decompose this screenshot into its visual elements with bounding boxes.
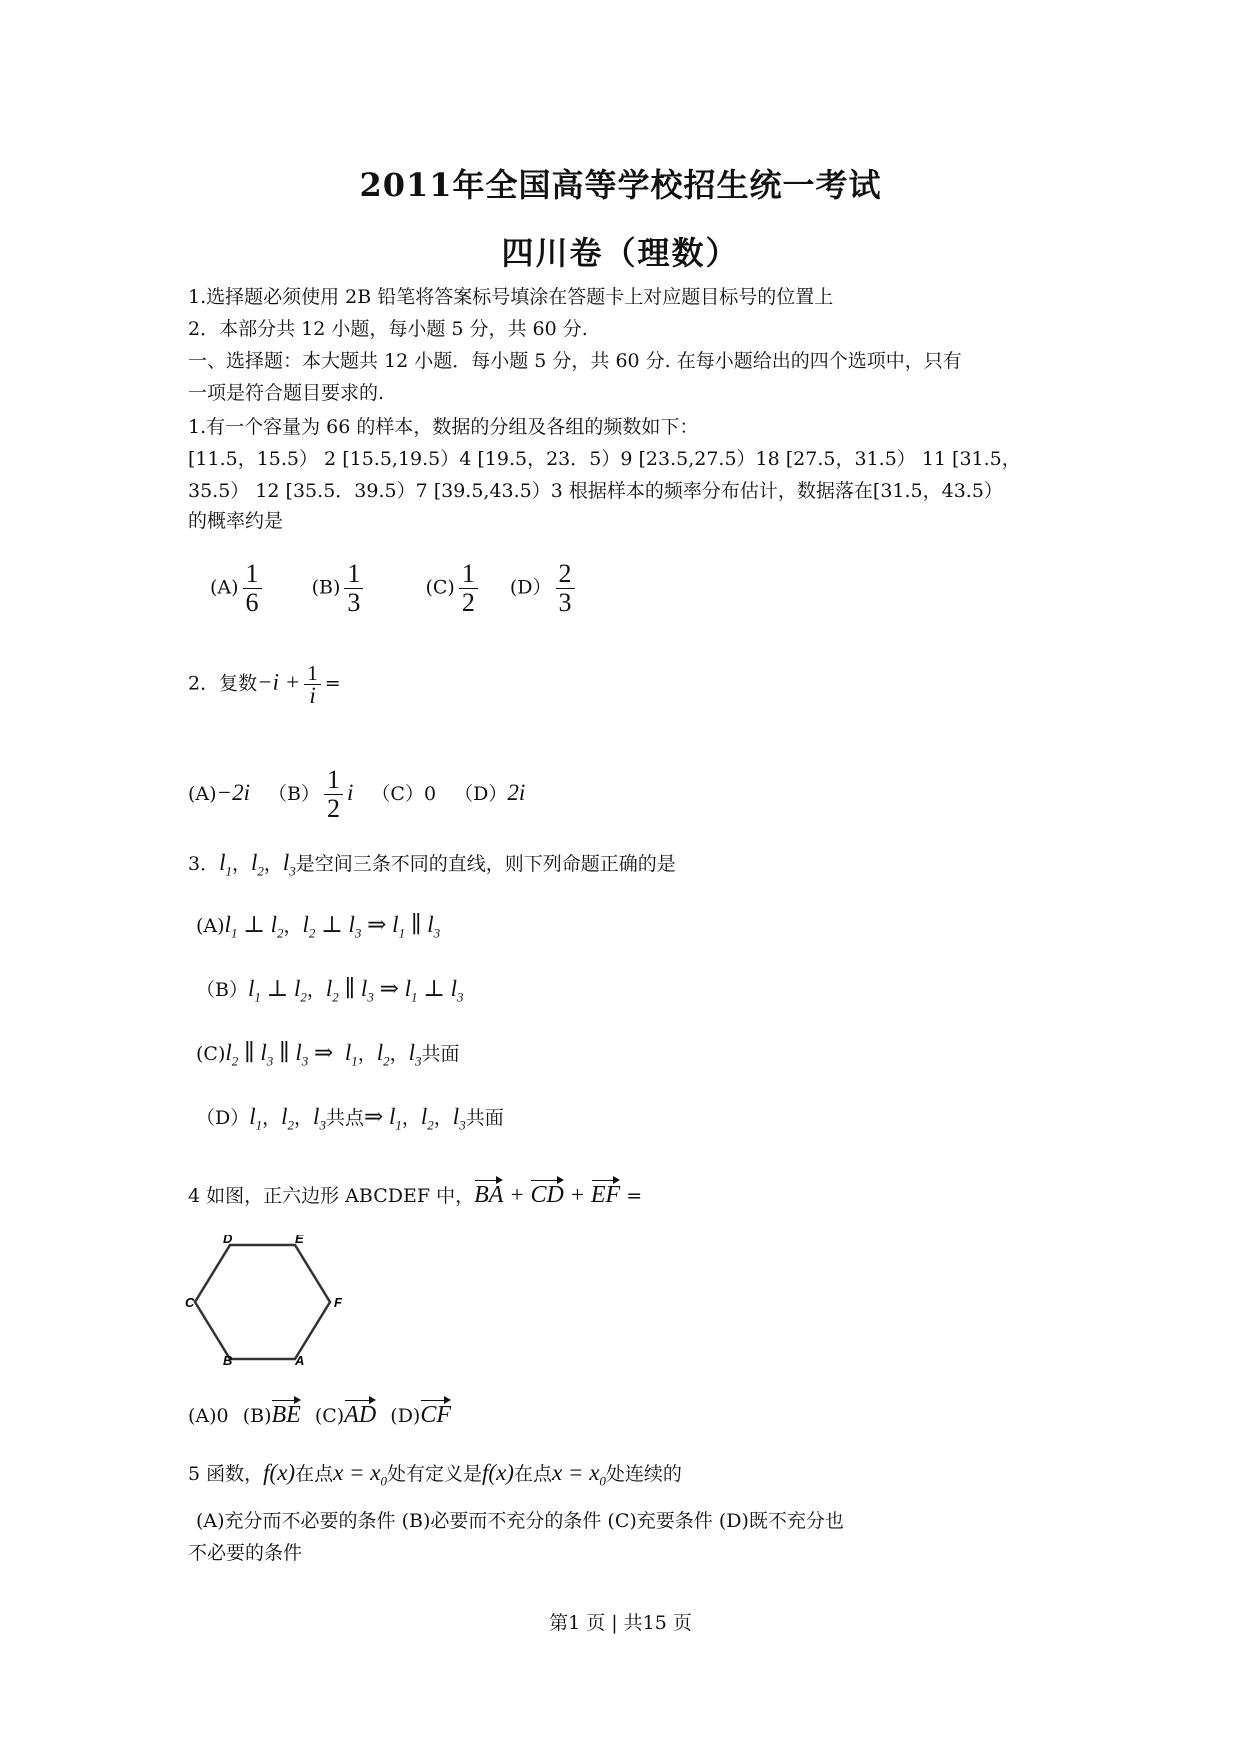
q1-option-b: (B) $\frac{1}{3}$: [312, 560, 368, 617]
q4-option-a: (A)0: [188, 1405, 229, 1427]
q1-line-2: [11.5，15.5） 2 [15.5,19.5）4 [19.5，23．5）9 [23.5,27.5）18 [27.5，31.5） 11 [31.5，: [188, 448, 1021, 470]
hexagon-figure: [185, 1235, 355, 1365]
exam-subtitle: 四川卷（理数）: [501, 234, 740, 272]
q5-options-line-1: (A)充分而不必要的条件 (B)必要而不充分的条件 (C)充要条件 (D)既不充分也: [196, 1510, 844, 1532]
q3-stem: 3．$l_1$，$l_2$，$l_3$是空间三条不同的直线，则下列命题正确的是: [188, 850, 676, 879]
q2-option-c: （C）0: [371, 782, 437, 805]
q3-option-b: $(B)l_1$ ⊥ $l_2$，$l_2$ ∥ $l_3$ ⇒ $l_1$ ⊥ $l_3$: [196, 976, 464, 1005]
hex-label-c: C: [185, 1295, 195, 1310]
hex-label-f: F: [334, 1295, 342, 1310]
note-2: 2．本部分共 12 小题，每小题 5 分，共 60 分.: [188, 318, 588, 340]
hex-label-e: E: [295, 1235, 304, 1246]
q1-line-1: 1.有一个容量为 66 的样本，数据的分组及各组的频数如下：: [188, 416, 699, 438]
hex-label-a: A: [295, 1353, 305, 1365]
q3-option-a: $(A)l_1$ ⊥ $l_2$，$l_2$ ⊥ $l_3$ ⇒ $l_1$ ∥ $l_3$: [196, 912, 441, 941]
hexagon-shape: [195, 1245, 330, 1359]
q1-option-c: (C) $\frac{1}{2}$: [425, 560, 481, 617]
q1-line-3: 35.5） 12 [35.5．39.5）7 [39.5,43.5）3 根据样本的频率分布估计，数据落在[31.5，43.5）: [188, 480, 1003, 502]
q2-option-d: （D）2i: [454, 779, 526, 805]
q3-option-c: $(C)l_2$ ∥ $l_3$ ∥ $l_3$ ⇒ $l_1$，$l_2$，$l_3$共面: [196, 1040, 460, 1069]
note-4: 一项是符合题目要求的.: [188, 382, 385, 404]
q5-options-line-2: 不必要的条件: [188, 1542, 303, 1564]
hex-label-d: D: [223, 1235, 233, 1246]
hex-label-b: B: [223, 1353, 233, 1365]
exam-title: 2011年全国高等学校招生统一考试: [359, 166, 882, 204]
q1-line-4: 的概率约是: [188, 510, 284, 532]
q4-stem: 4 如图，正六边形 ABCDEF 中，BA + CD + EF =: [188, 1176, 642, 1211]
q2-option-a: (A)−2i: [188, 779, 250, 805]
page-footer: 第1 页 | 共15 页: [549, 1612, 692, 1634]
q4-option-b: (B)BE: [243, 1405, 301, 1427]
note-3: 一、选择题：本大题共 12 小题．每小题 5 分，共 60 分. 在每小题给出的四个选项中，只有: [188, 350, 962, 372]
q4-option-d: (D)CF: [390, 1405, 451, 1427]
q1-options: [210, 560, 579, 617]
q3-option-d: $(D)l_1$，$l_2$，$l_3$共点⇒ $l_1$，$l_2$，$l_3$共面: [196, 1104, 504, 1133]
q1-option-d: (D） $\frac{2}{3}$: [510, 560, 579, 617]
q2-stem: 2．复数−i + $\frac{1}{i}$ =: [188, 661, 341, 708]
q4-options: [188, 1396, 451, 1431]
q2-options: [188, 766, 525, 823]
q2-option-b: （B） $\frac{1}{2}$ i: [268, 765, 354, 823]
note-1: 1.选择题必须使用 2B 铅笔将答案标号填涂在答题卡上对应题目标号的位置上: [188, 286, 834, 308]
q4-option-c: (C)AD: [315, 1405, 376, 1427]
q1-option-a: (A) $\frac{1}{6}$: [210, 560, 266, 617]
q5-stem: 5 函数，f(x)在点$x = x_0$处有定义是f(x)在点$x = x_0$处连续的: [188, 1460, 682, 1489]
